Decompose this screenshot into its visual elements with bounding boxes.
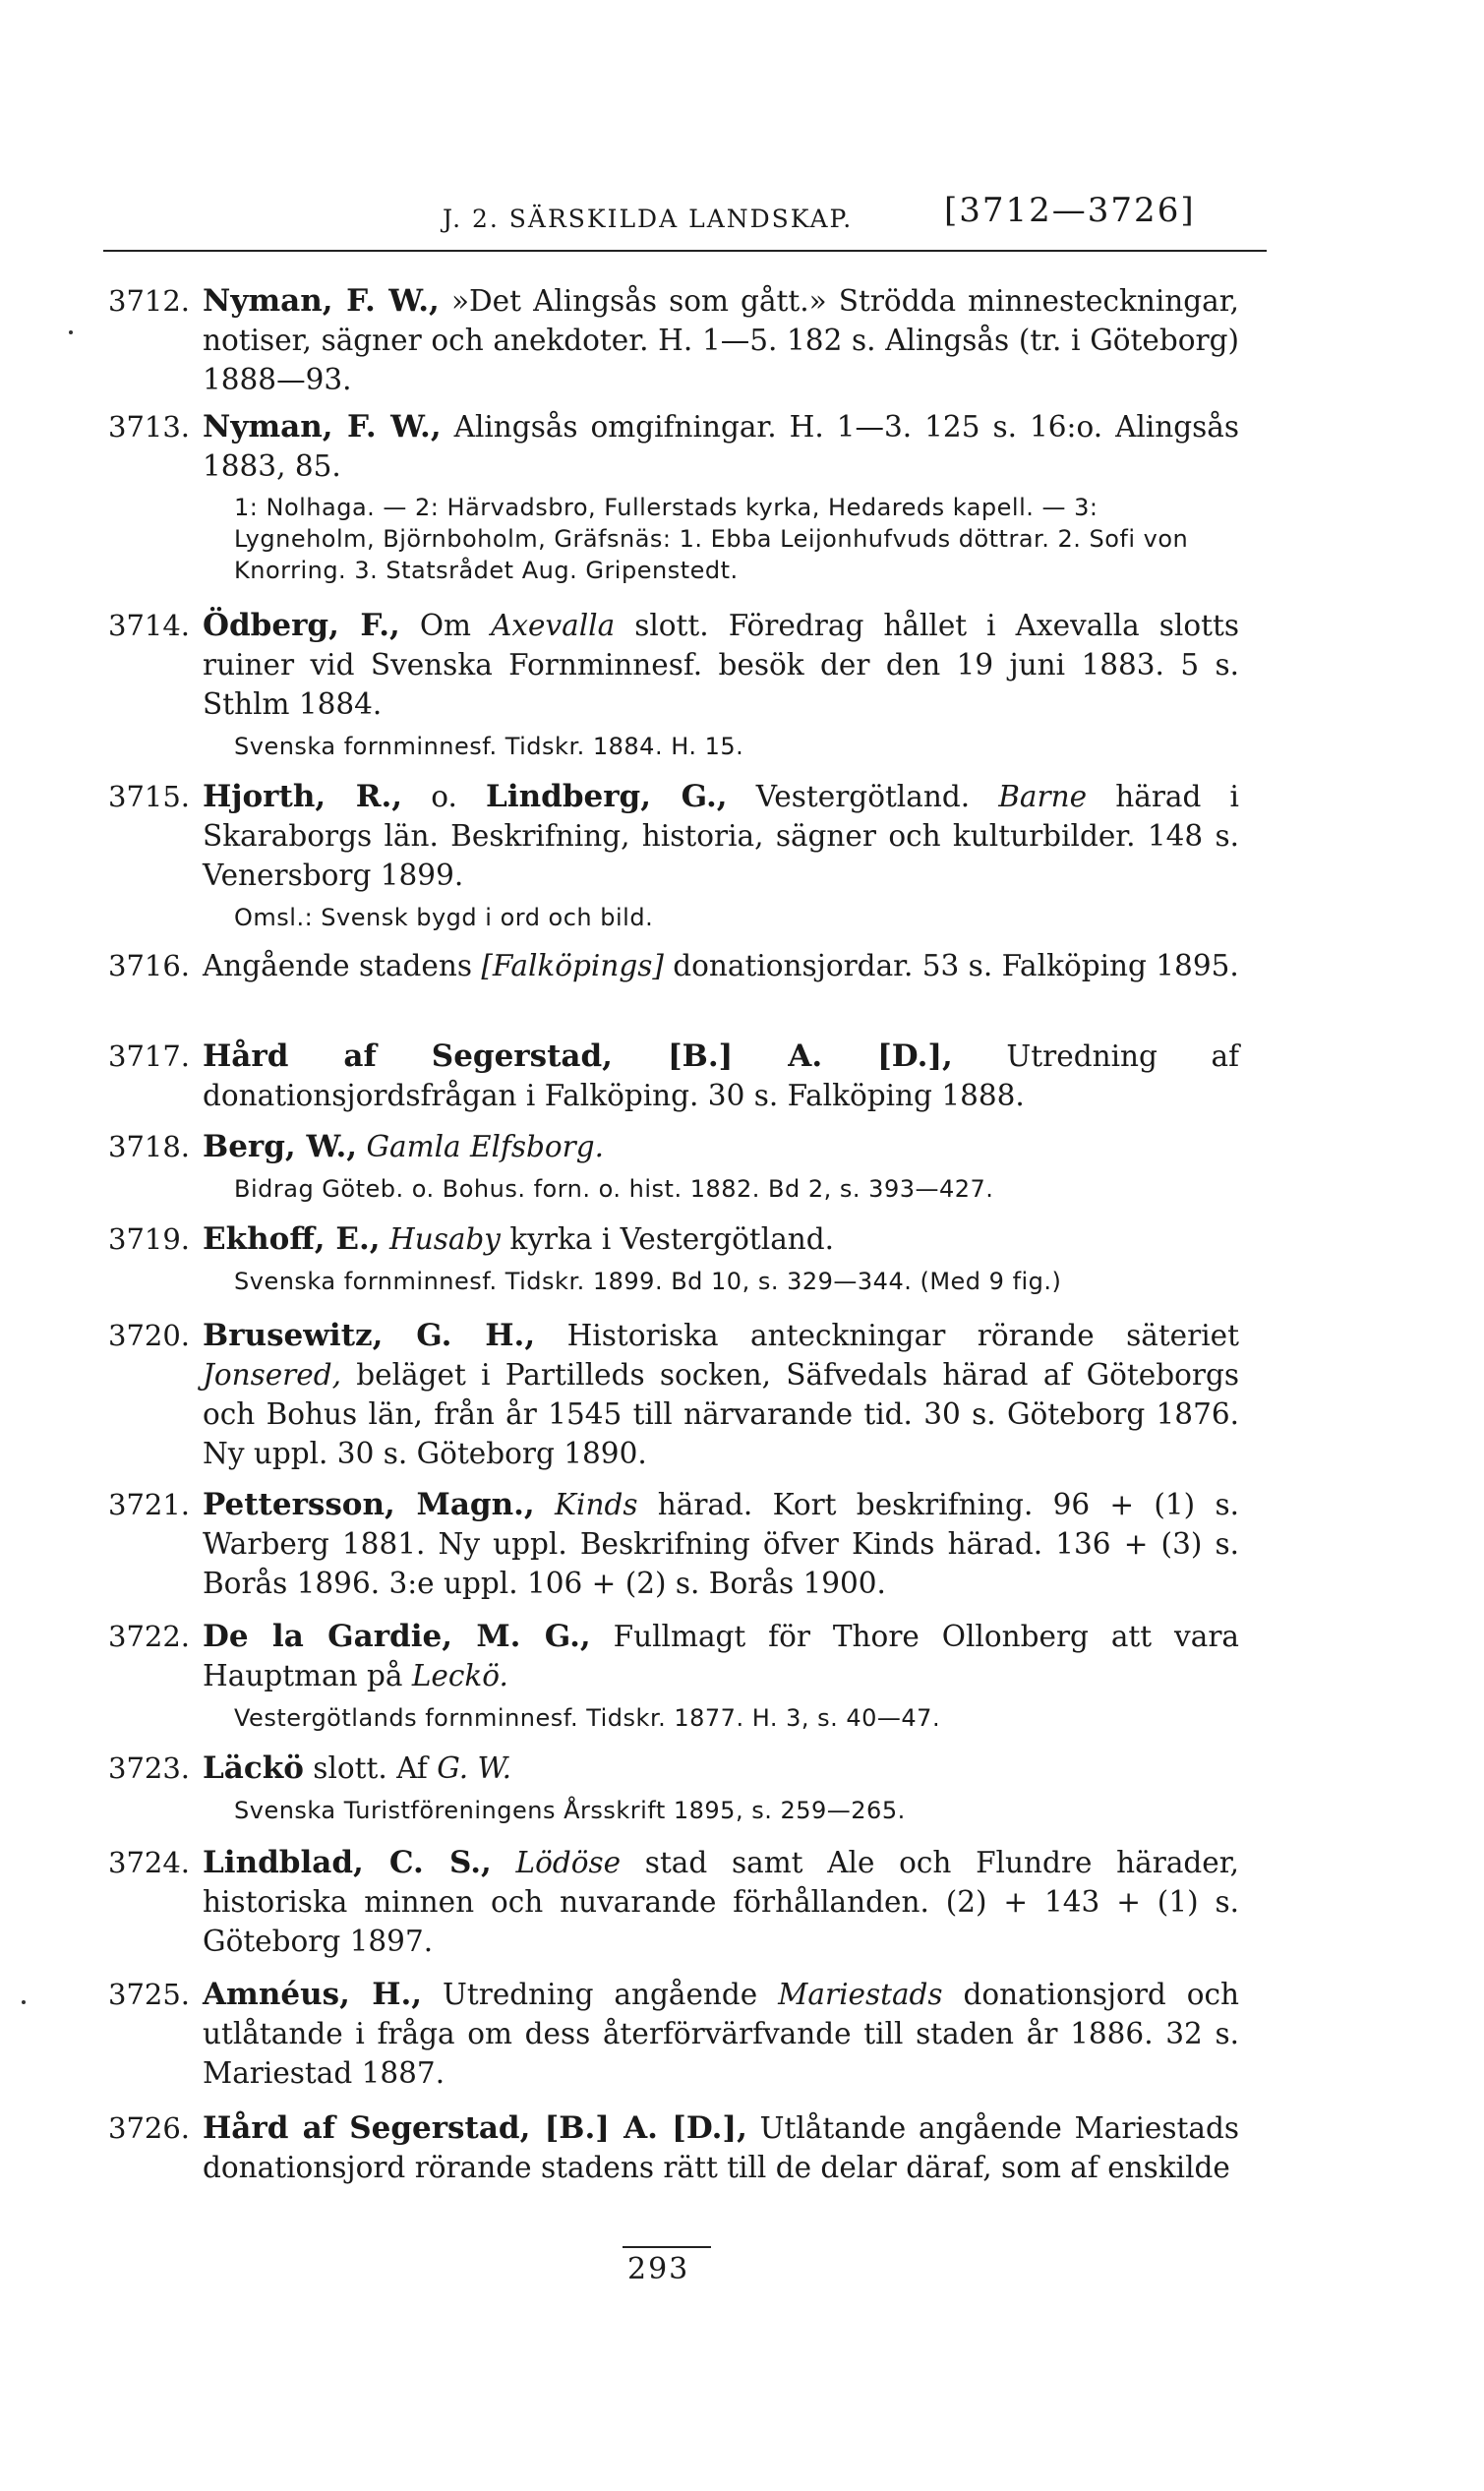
entry-text: Läckö slott. Af G. W. [203, 1750, 511, 1786]
entry-body: Utredning af donationsjordsfrågan i Falköping. 30 s. Falköping 1888. [203, 1039, 1239, 1112]
entry-text [203, 281, 1239, 399]
bibliography-entry [108, 777, 1239, 934]
running-header-range: [3712—3726] [944, 191, 1196, 230]
bibliography-entry [108, 1316, 1239, 1473]
entry-body: kyrka i Vestergötland. [500, 1222, 835, 1256]
entry-author: Hjorth, R., [203, 779, 403, 814]
entry-source: Svenska Turistföreningens Årsskrift 1895, s. 259—265. [234, 1797, 906, 1824]
entry-number: 3715. [108, 780, 191, 813]
entry-title: Jonsered, [203, 1358, 342, 1392]
entry-title: Kinds [554, 1488, 638, 1521]
entry-number: 3719. [108, 1222, 191, 1256]
entry-contents: 1: Nolhaga. — 2: Härvadsbro, Fullerstads kyrka, Hedareds kapell. — 3: Lygneholm, Björnboholm, Gräfsnäs: 1. Ebba Leijonhufvuds döttrar. 2. Sofi von Knorring. 3. Statsrådet Aug. Gripenstedt. [234, 494, 1189, 584]
entry-body: stad samt Ale och Flundre härader, historiska minnen och nuvarande förhållanden. (2) + 143 + (1) s. Göteborg 1897. [203, 1846, 1239, 1958]
running-header-section: J. 2. SÄRSKILDA LANDSKAP. [443, 205, 854, 233]
entry-body: härad i Skaraborgs län. Beskrifning, historia, sägner och kulturbilder. 148 s. Venersborg 1899. [203, 780, 1239, 892]
entry-author: Amnéus, H., [203, 1977, 423, 2012]
entry-number: 3724. [108, 1846, 191, 1879]
entry-number: 3714. [108, 609, 191, 642]
entry-author: Läckö [203, 1750, 304, 1786]
entry-body: donationsjordar. 53 s. Falköping 1895. [663, 949, 1239, 982]
entry-number: 3716. [108, 949, 191, 982]
entry-text: De la Gardie, M. G., Fullmagt för Thore Ollonberg att vara Hauptman på Leckö. [203, 1619, 1240, 1692]
entry-source: Svenska fornminnesf. Tidskr. 1899. Bd 10, s. 329—344. (Med 9 fig.) [234, 1268, 1062, 1295]
entry-body: donationsjord och utlåtande i fråga om dess återförvärfvande till staden år 1886. 32 s. Mariestad 1887. [203, 1978, 1239, 2090]
bibliography-entry [108, 281, 1239, 399]
entry-text [203, 1485, 1239, 1603]
entry-body: Utlåtande angående Mariestads donationsjord rörande stadens rätt till de delar däraf, som af enskilde [203, 2111, 1239, 2184]
entry-number: 3726. [108, 2111, 191, 2145]
entry-text: Amnéus, H., Utredning angående Mariestads donationsjord och utlåtande i fråga om dess återförvärfvande till staden år 1886. 32 s. Mariestad 1887. [203, 1977, 1239, 2090]
entry-source: Vestergötlands fornminnesf. Tidskr. 1877. H. 3, s. 40—47. [234, 1704, 941, 1732]
bibliography-entry [108, 946, 1239, 985]
entry-author: Ödberg, F., [203, 608, 400, 643]
entry-text: Angående stadens [Falköpings] donationsjordar. 53 s. Falköping 1895. [203, 949, 1239, 982]
footer-rule [623, 2246, 711, 2248]
bibliography-entry [108, 1617, 1239, 1735]
entry-body: »Det Alingsås som gått.» Strödda minnesteckningar, notiser, sägner och anekdoter. H. 1—5. 182 s. Alingsås (tr. i Göteborg) 1888—93. [203, 284, 1240, 396]
entry-body: härad. Kort beskrifning. 96 + (1) s. Warberg 1881. Ny uppl. Beskrifning öfver Kinds härad. 136 + (3) s. Borås 1896. 3:e uppl. 106 + (2) s. Borås 1900. [203, 1488, 1239, 1600]
entry-text [203, 2108, 1239, 2187]
page-number: 293 [627, 2252, 690, 2286]
bibliography-entry [108, 1975, 1239, 2093]
entry-author: De la Gardie, M. G., [203, 1619, 591, 1654]
scan-speck [69, 330, 73, 334]
entry-number: 3723. [108, 1751, 191, 1785]
entry-body: Alingsås omgifningar. H. 1—3. 125 s. 16:o. Alingsås 1883, 85. [203, 410, 1239, 483]
entry-author: Ekhoff, E., [203, 1221, 381, 1257]
entry-author: Brusewitz, G. H., [203, 1318, 536, 1353]
entry-text: Brusewitz, G. H., Historiska anteckningar rörande säteriet Jonsered, beläget i Partilleds socken, Säfvedals härad af Göteborgs och Bohus län, från år 1545 till närvarande tid. 30 s. Göteborg 1876. Ny uppl. 30 s. Göteborg 1890. [203, 1318, 1239, 1470]
entry-number: 3713. [108, 410, 191, 444]
entry-text: Ödberg, F., Om Axevalla slott. Föredrag hållet i Axevalla slotts ruiner vid Svenska Fornminnesf. besök der den 19 juni 1883. 5 s. Sthlm 1884. [203, 608, 1239, 721]
entry-title: Leckö. [411, 1659, 508, 1692]
entry-number: 3725. [108, 1978, 191, 2011]
entry-title: [Falköpings] [481, 949, 664, 982]
entry-number: 3712. [108, 284, 191, 318]
bibliography-entry [108, 606, 1239, 763]
entry-source: Omsl.: Svensk bygd i ord och bild. [234, 904, 654, 931]
bibliography-entry [108, 1127, 1239, 1206]
entry-author-2: Lindberg, G., [486, 779, 728, 814]
entry-text [203, 1843, 1239, 1961]
entry-text: Hjorth, R., o. Lindberg, G., Vestergötland. Barne härad i Skaraborgs län. Beskrifning, historia, sägner och kulturbilder. 148 s. Venersborg 1899. [203, 779, 1239, 892]
entry-source: Svenska fornminnesf. Tidskr. 1884. H. 15. [234, 733, 744, 760]
entry-number: 3722. [108, 1620, 191, 1653]
entry-text [203, 1219, 1239, 1259]
entry-title: Lödöse [515, 1846, 622, 1879]
entry-number: 3717. [108, 1039, 191, 1073]
entry-author: Pettersson, Magn., [203, 1487, 535, 1522]
scan-speck [22, 2000, 26, 2004]
entry-number: 3721. [108, 1488, 191, 1521]
entry-author: Hård af Segerstad, [B.] A. [D.], [203, 1038, 953, 1074]
bibliography-entry [108, 1037, 1239, 1115]
entry-author: Nyman, F. W., [203, 409, 442, 445]
entry-number: 3720. [108, 1319, 191, 1352]
entry-source: Bidrag Göteb. o. Bohus. forn. o. hist. 1882. Bd 2, s. 393—427. [234, 1175, 994, 1203]
entry-text [203, 1037, 1239, 1115]
bibliography-entry [108, 1843, 1239, 1961]
bibliography-entry [108, 1485, 1239, 1603]
entry-author: Lindblad, C. S., [203, 1845, 492, 1880]
header-rule [103, 250, 1267, 252]
bibliography-entry [108, 407, 1239, 586]
bibliography-entry [108, 1219, 1239, 1298]
entry-author: Berg, W., [203, 1129, 358, 1164]
entry-title: Mariestads [778, 1978, 943, 2011]
entry-text [203, 1127, 1239, 1166]
entry-author: Hård af Segerstad, [B.] A. [D.], [203, 2110, 747, 2146]
bibliography-entry [108, 1749, 1239, 1827]
entry-author: Nyman, F. W., [203, 283, 440, 319]
entry-title: Axevalla [491, 609, 616, 642]
entry-title: G. W. [437, 1751, 511, 1785]
entry-title: Barne [998, 780, 1088, 813]
entry-title: Gamla Elfsborg. [366, 1130, 605, 1163]
bibliography-entry [108, 2108, 1239, 2187]
entry-number: 3718. [108, 1130, 191, 1163]
entry-body: slott. Föredrag hållet i Axevalla slotts ruiner vid Svenska Fornminnesf. besök der den 19 juni 1883. 5 s. Sthlm 1884. [203, 609, 1239, 721]
entry-text [203, 407, 1239, 486]
entry-title: Husaby [388, 1222, 501, 1256]
entry-body: beläget i Partilleds socken, Säfvedals härad af Göteborgs och Bohus län, från år 1545 till närvarande tid. 30 s. Göteborg 1876. Ny uppl. 30 s. Göteborg 1890. [203, 1358, 1239, 1470]
